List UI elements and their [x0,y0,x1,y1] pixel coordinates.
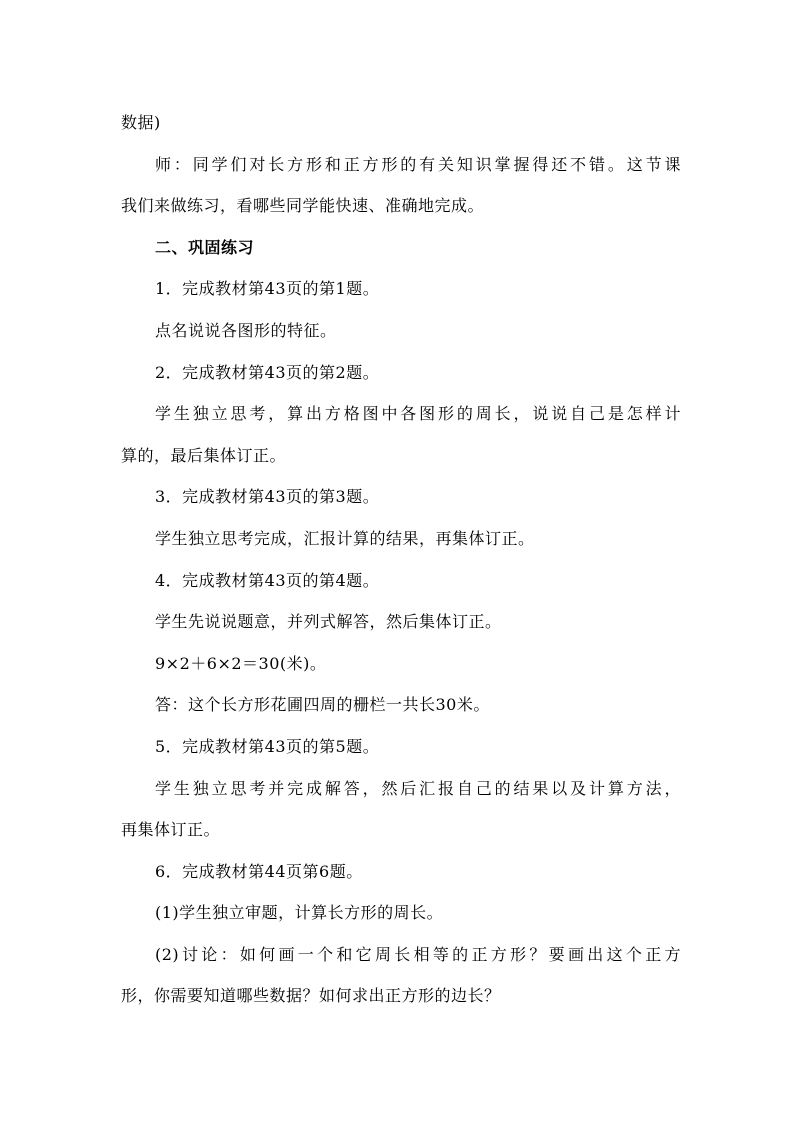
exercise-note-5: 学生独立思考并完成解答，然后汇报自己的结果以及计算方法， [155,778,681,798]
paragraph-teacher-remark-cont: 我们来做练习，看哪些同学能快速、准确地完成。 [121,196,485,216]
exercise-note-1: 点名说说各图形的特征。 [155,320,337,340]
paragraph-teacher-remark: 师：同学们对长方形和正方形的有关知识掌握得还不错。这节课 [155,154,681,174]
exercise-answer-4: 答：这个长方形花圃四周的栅栏一共长30米。 [155,695,490,715]
exercise-item-3: 3．完成教材第43页的第3题。 [155,487,380,507]
exercise-step-6-2: (2)讨论：如何画一个和它周长相等的正方形？要画出这个正方 [155,944,681,964]
exercise-item-5: 5．完成教材第43页的第5题。 [155,736,380,756]
exercise-item-4: 4．完成教材第43页的第4题。 [155,570,380,590]
exercise-step-6-1: (1)学生独立审题，计算长方形的周长。 [155,903,444,923]
section-heading-practice: 二、巩固练习 [155,237,255,257]
text-line-continuation: 数据) [121,113,161,132]
exercise-note-4: 学生先说说题意，并列式解答，然后集体订正。 [155,612,502,632]
exercise-note-3: 学生独立思考完成，汇报计算的结果，再集体订正。 [155,528,535,548]
exercise-note-2-cont: 算的，最后集体订正。 [121,445,287,465]
exercise-item-1: 1．完成教材第43页的第1题。 [155,279,380,299]
exercise-step-6-2-cont: 形，你需要知道哪些数据？如何求出正方形的边长？ [121,986,501,1006]
exercise-note-2: 学生独立思考，算出方格图中各图形的周长，说说自己是怎样计 [155,404,681,424]
exercise-item-6: 6．完成教材第44页第6题。 [155,861,363,881]
exercise-formula-4: 9×2＋6×2＝30(米)。 [155,653,327,673]
exercise-item-2: 2．完成教材第43页的第2题。 [155,362,380,382]
exercise-note-5-cont: 再集体订正。 [121,820,221,840]
document-body [121,102,681,1017]
